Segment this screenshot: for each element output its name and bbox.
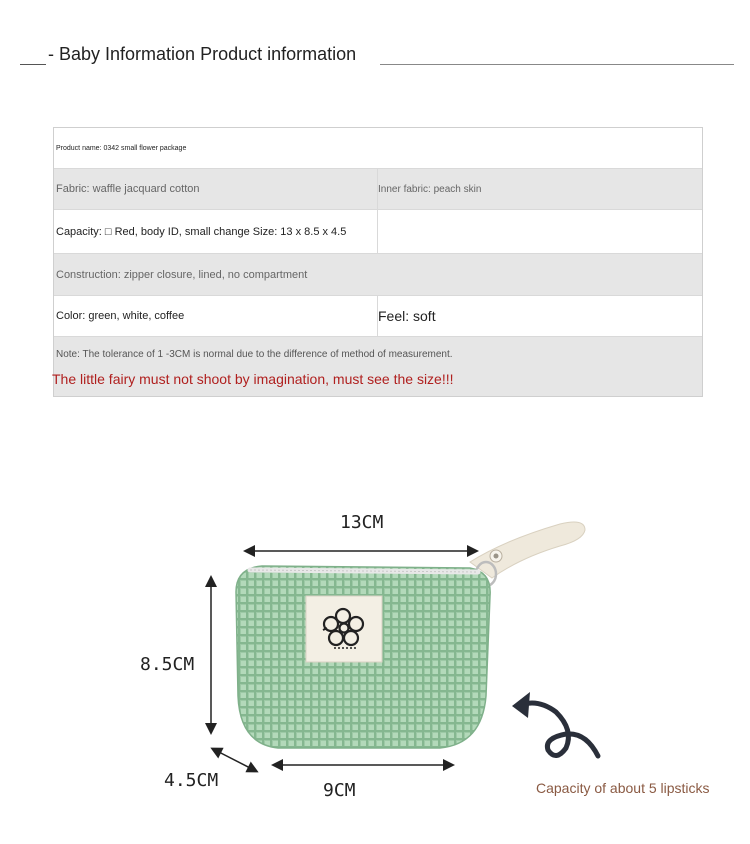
- feel-cell: Feel: soft: [377, 296, 702, 336]
- measurement-note: Note: The tolerance of 1 -3CM is normal due to the difference of method of measurement.: [56, 349, 453, 360]
- section-title: - Baby Information Product information: [48, 44, 357, 64]
- capacity-cell: Capacity: □ Red, body ID, small change Size: 13 x 8.5 x 4.5: [56, 225, 347, 238]
- height-label: 8.5CM: [140, 654, 195, 675]
- size-warning: The little fairy must not shoot by imagination, must see the size!!!: [52, 371, 454, 387]
- empty-cell: [377, 210, 702, 253]
- table-row: [54, 254, 702, 296]
- table-row: [54, 128, 702, 169]
- capacity-caption: Capacity of about 5 lipsticks: [536, 780, 710, 796]
- table-row: [54, 296, 702, 337]
- color-cell: Color: green, white, coffee: [56, 310, 185, 322]
- depth-label: 4.5CM: [164, 770, 219, 791]
- width-top-label: 13CM: [340, 512, 384, 533]
- header-dash: [20, 64, 46, 65]
- construction-cell: Construction: zipper closure, lined, no compartment: [56, 268, 308, 281]
- table-row: [54, 169, 702, 210]
- curly-arrow-icon: [512, 692, 598, 756]
- product-illustration: [0, 500, 750, 844]
- header-rule: [380, 64, 734, 65]
- spec-table: [53, 127, 703, 397]
- table-row: [54, 210, 702, 254]
- note-row: [54, 337, 702, 396]
- wrist-strap: [470, 522, 585, 586]
- flower-patch: [306, 596, 382, 662]
- width-bottom-label: 9CM: [323, 780, 356, 801]
- fabric-cell: Fabric: waffle jacquard cotton: [56, 183, 200, 195]
- section-header: [20, 44, 734, 68]
- inner-fabric-cell: Inner fabric: peach skin: [377, 169, 702, 209]
- product-name-cell: Product name: 0342 small flower package: [56, 144, 187, 152]
